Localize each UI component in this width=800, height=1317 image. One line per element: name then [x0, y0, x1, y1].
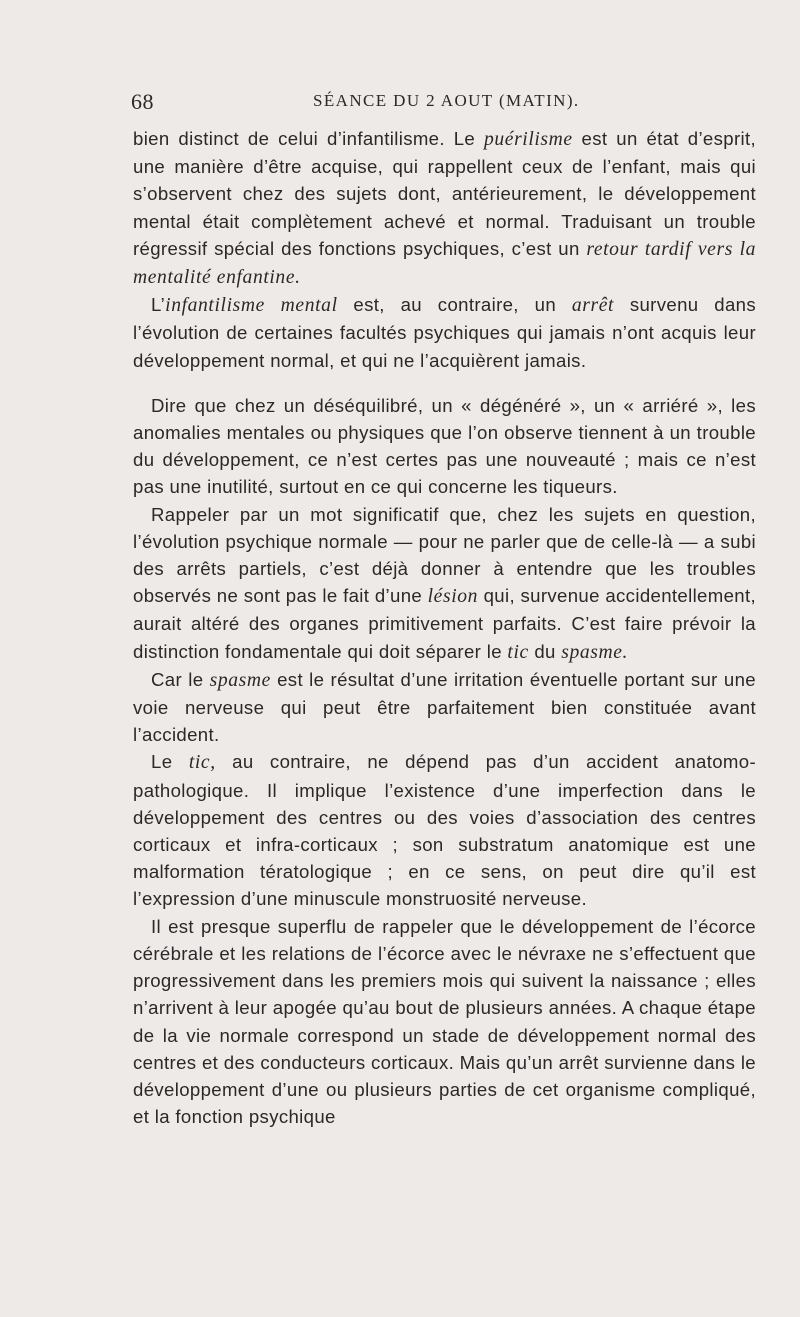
italic-text: arrêt — [571, 295, 615, 317]
paragraph — [133, 291, 756, 374]
italic-text: retour tardif vers la mentalité enfantine. — [133, 238, 757, 289]
running-head-title: SÉANCE DU 2 AOUT (MATIN). — [313, 91, 580, 110]
paragraph — [133, 501, 756, 666]
text-run: est, au contraire, un — [337, 294, 572, 316]
text-run: survenu dans l’évolution de certaines facultés psychiques qui jamais n’ont acquis leur développement normal, et qui ne l’acquièrent jamais. — [133, 294, 756, 371]
text-run: L’ — [151, 294, 166, 316]
text-run: Le — [151, 751, 189, 773]
italic-text: spasme — [209, 669, 271, 691]
italic-text: tic, — [188, 752, 216, 774]
text-run: Dire que chez un déséquilibré, un « dégénéré », un « arriéré », les anomalies mentales ou physiques que l’on observe tiennent à un trouble du développement, ce n’est certes pas une nouveauté ; mais ce n’est pas une inutilité, surtout en ce qui concerne les tiqueurs. — [133, 394, 756, 498]
paragraph — [133, 125, 756, 291]
text-run: Car le — [151, 668, 210, 690]
italic-text: infantilisme mental — [165, 295, 338, 317]
text-run: au contraire, ne dépend pas d’un accident anatomo-pathologique. Il implique l’existence d’une imperfection dans le développement des centres ou des voies d’association des centres corticaux et infra-corticaux ; son substratum anatomique est une malformation tératologique ; en ce sens, on peut dire qu’il est l’expression d’une minuscule monstruosité nerveuse. — [133, 751, 756, 910]
body-text — [133, 125, 756, 1130]
running-head — [131, 89, 756, 117]
italic-text: tic — [507, 641, 529, 663]
text-run: qui, survenue accidentellement, aurait altéré des organes primitivement parfaits. C’est faire prévoir la distinction fondamentale qui doit séparer le — [133, 585, 756, 662]
text-run: du — [528, 640, 562, 662]
paragraph — [133, 913, 756, 1131]
italic-text: lésion — [427, 586, 479, 608]
paragraph — [133, 392, 756, 501]
text-run: est un état d’esprit, une manière d’être acquise, qui rappellent ceux de l’enfant, mais qui s’observent chez des sujets dont, antérieurement, le développement mental était complètement achevé et normal. Traduisant un trouble régressif spécial des fonctions psychiques, c’est un — [133, 128, 757, 259]
paragraph — [133, 748, 756, 912]
text-run: est le résultat d’une irritation éventuelle portant sur une voie nerveuse qui peut être parfaitement bien constituée avant l’accident. — [133, 668, 756, 746]
page-number: 68 — [131, 89, 154, 114]
italic-text: spasme. — [561, 641, 629, 663]
text-run: Il est presque superflu de rappeler que le développement de l’écorce cérébrale et les relations de l’écorce avec le névraxe ne s’effectuent que progressivement dans les premiers mois qui suivent la naissance ; elles n’arrivent à leur apogée qu’au bout de plusieurs années. A chaque étape de la vie normale correspond un stade de développement normal des centres et des conducteurs corticaux. Mais qu’un arrêt survienne dans le développement d’une ou plusieurs parties de cet organisme compliqué, et la fonction psychique — [133, 915, 756, 1128]
text-run: Rappeler par un mot significatif que, chez les sujets en question, l’évolution psychique normale — pour ne parler que de celle-là — a subi des arrêts partiels, c’est déjà donner à entendre que les troubles observés ne sont pas le fait d’une — [133, 503, 756, 607]
paragraph — [133, 666, 756, 749]
italic-text: puérilisme — [483, 129, 573, 150]
text-run: bien distinct de celui d’infantilisme. Le — [133, 128, 484, 149]
